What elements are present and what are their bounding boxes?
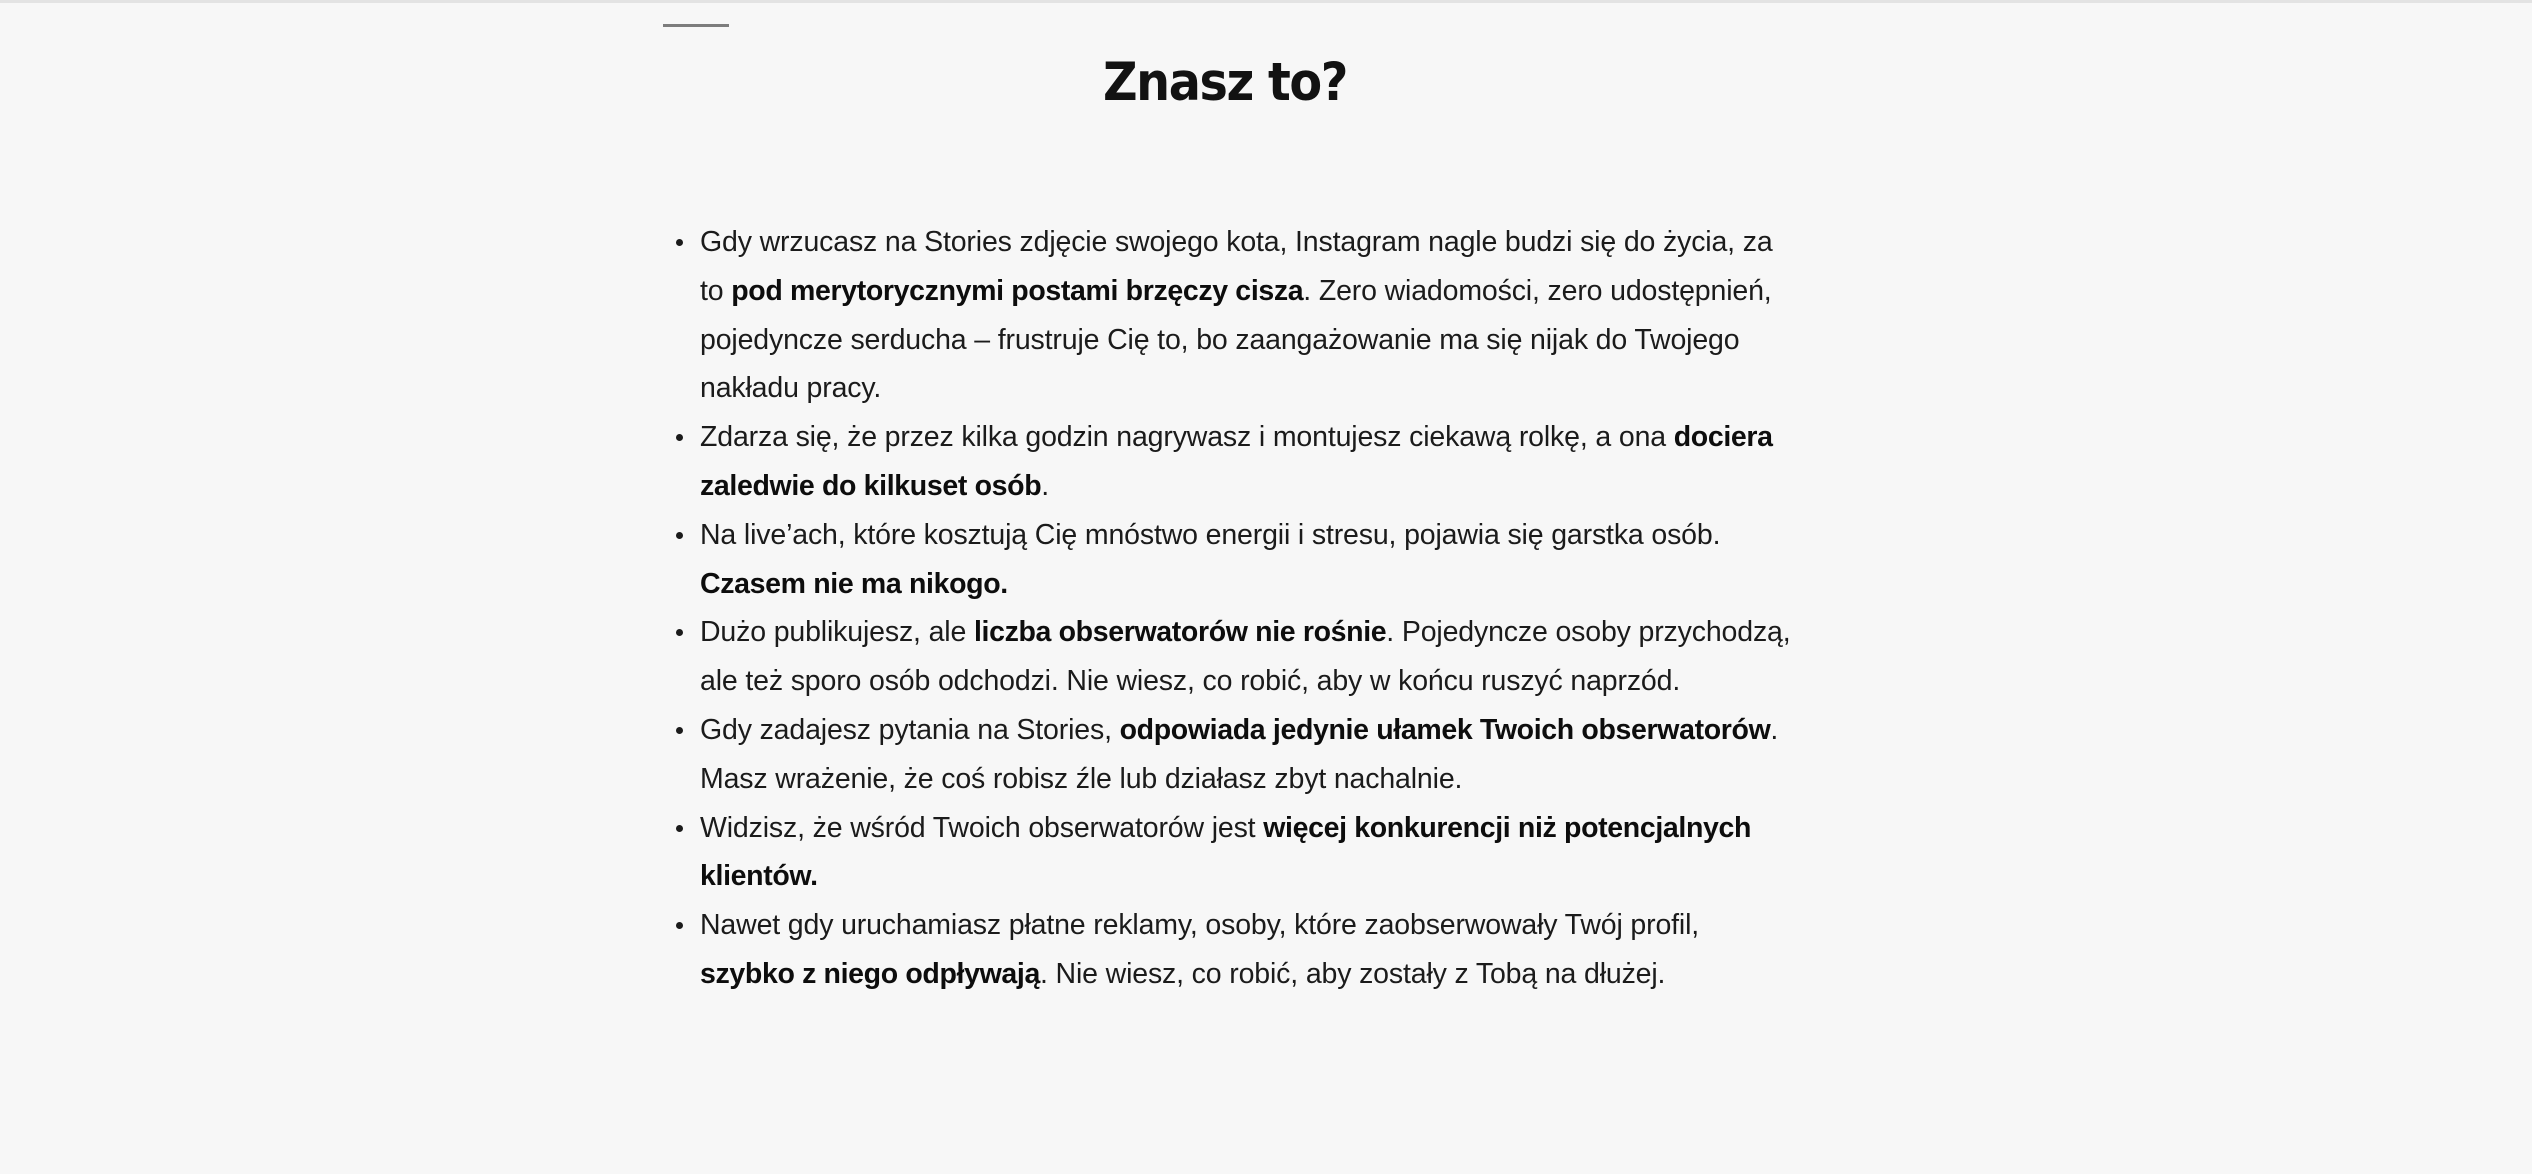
emphasis-text: szybko z niego odpływają — [700, 957, 1041, 990]
body-text: . Nie wiesz, co robić, aby zostały z Tobą na dłużej. — [1040, 957, 1666, 990]
section-divider-rule — [663, 24, 729, 27]
list-item — [676, 608, 1796, 706]
emphasis-text: liczba obserwatorów nie rośnie — [973, 616, 1387, 649]
body-text: Gdy zadajesz pytania na Stories, — [700, 713, 1120, 746]
body-text: . Masz wrażenie, że coś robisz źle lub działasz zbyt nachalnie. — [700, 713, 1779, 795]
list-item — [676, 804, 1796, 902]
body-text: . — [1041, 469, 1050, 502]
body-text: Zdarza się, że przez kilka godzin nagrywasz i montujesz ciekawą rolkę, a ona — [700, 421, 1674, 454]
body-text: Na live’ach, które kosztują Cię mnóstwo energii i stresu, pojawia się garstka osób. — [700, 518, 1721, 551]
body-text: Dużo publikujesz, ale — [700, 616, 974, 649]
emphasis-text: więcej konkurencji niż potencjalnych klientów. — [700, 811, 1752, 893]
list-item — [676, 901, 1796, 999]
pain-points-list — [676, 218, 1796, 999]
body-text: Gdy wrzucasz na Stories zdjęcie swojego kota, Instagram nagle budzi się do życia, za to — [700, 226, 1773, 307]
body-text: Nawet gdy uruchamiasz płatne reklamy, osoby, które zaobserwowały Twój profil, — [700, 909, 1700, 942]
emphasis-text: odpowiada jedynie ułamek Twoich obserwatorów — [1119, 713, 1771, 746]
list-item — [676, 511, 1796, 609]
pain-points-section — [676, 218, 1796, 999]
emphasis-text: dociera zaledwie do kilkuset osób — [700, 421, 1773, 502]
body-text: . Zero wiadomości, zero udostępnień, pojedyncze serducha – frustruje Cię to, bo zaangażowanie ma się nijak do Twojego nakładu pracy. — [700, 274, 1772, 405]
page-title: Znasz to? — [1102, 52, 1348, 113]
emphasis-text: pod merytorycznymi postami brzęczy cisza — [731, 274, 1304, 307]
list-item — [676, 218, 1796, 413]
list-item — [676, 706, 1796, 804]
body-text: Widzisz, że wśród Twoich obserwatorów jest — [700, 811, 1264, 844]
list-item — [676, 413, 1796, 511]
body-text: . Pojedyncze osoby przychodzą, ale też sporo osób odchodzi. Nie wiesz, co robić, aby w końcu ruszyć naprzód. — [700, 616, 1791, 698]
emphasis-text: Czasem nie ma nikogo. — [700, 567, 1008, 600]
